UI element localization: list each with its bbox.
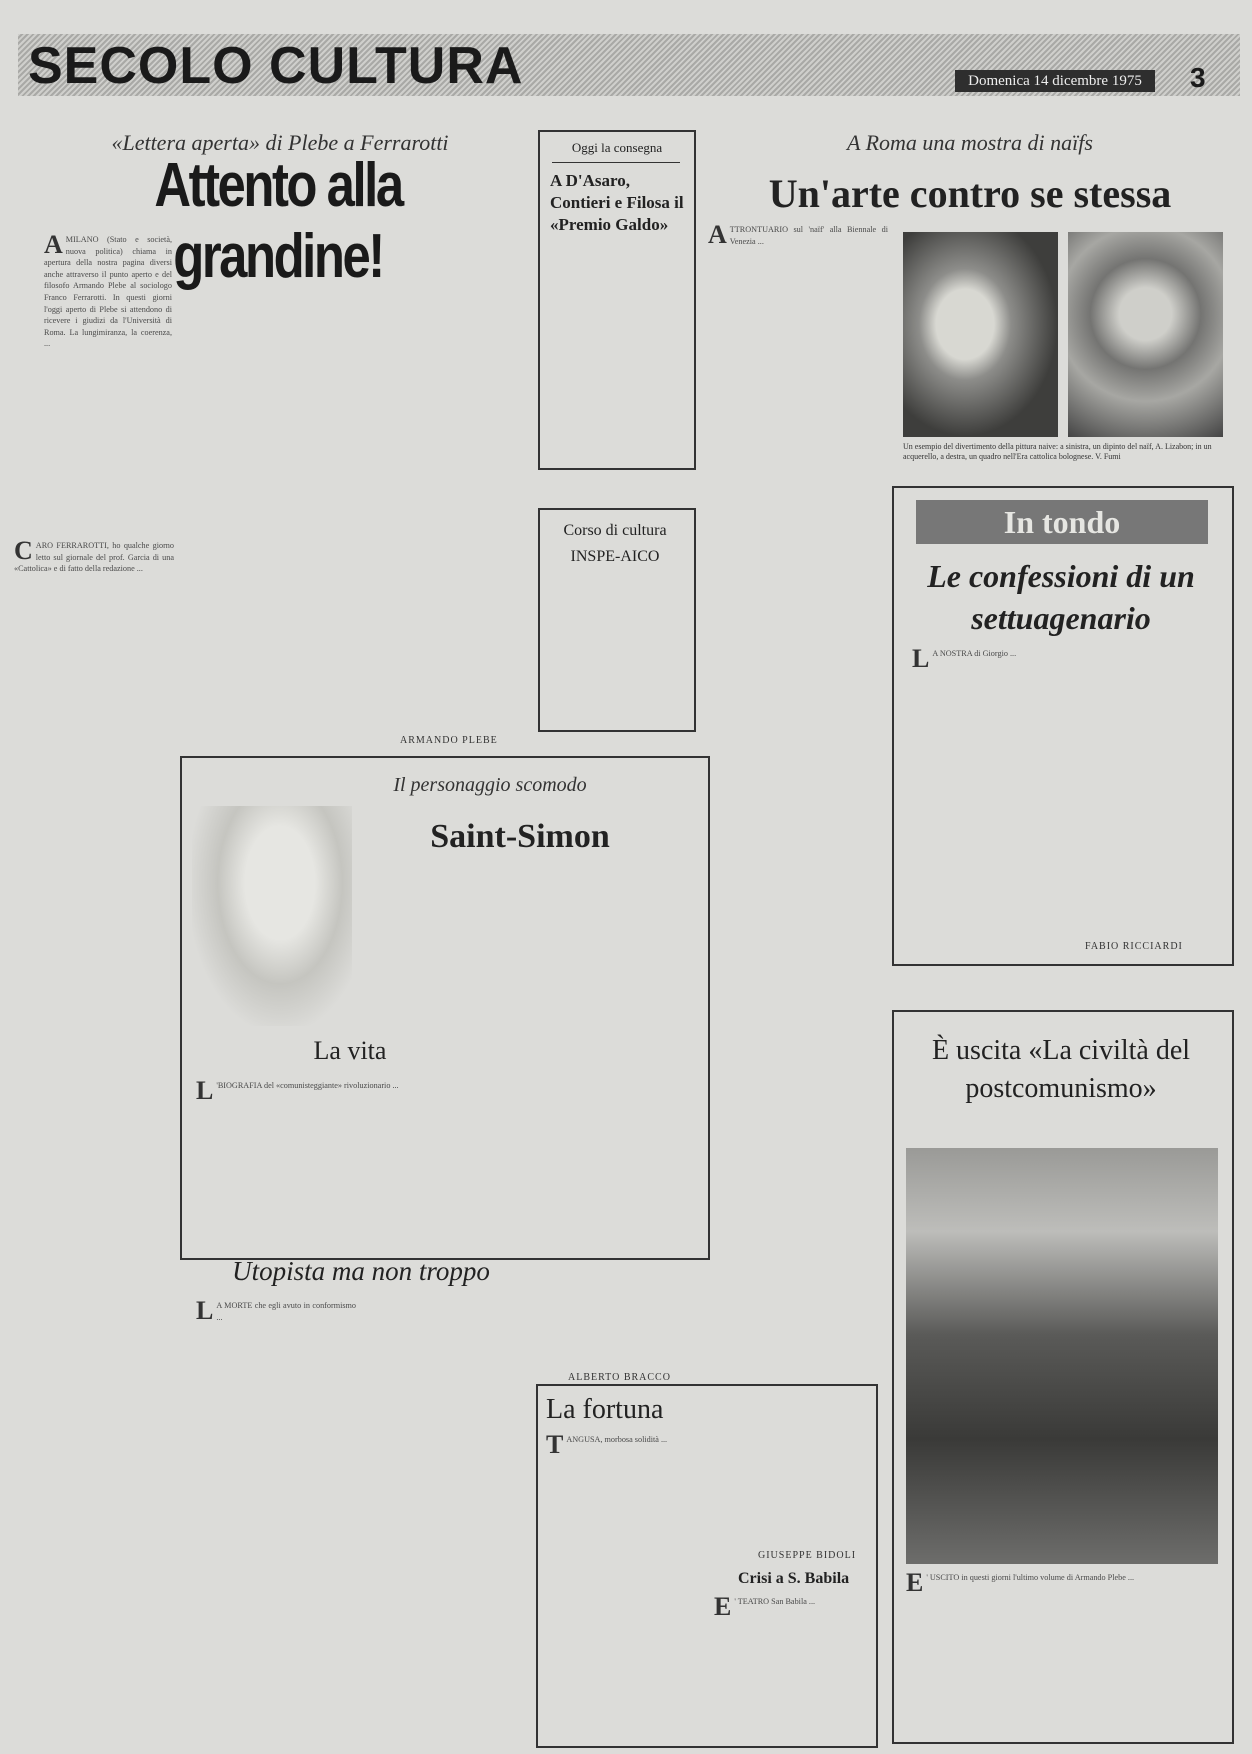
naifs-headline: Un'arte contro se stessa (768, 171, 1172, 216)
naifs-kicker: A Roma una mostra di naïfs (847, 130, 1093, 155)
fortuna-signature: GIUSEPPE BIDOLI (758, 1550, 857, 1561)
fortuna-headline: La fortuna (546, 1394, 664, 1425)
saint-simon-headline: Saint-Simon (430, 818, 610, 855)
masthead-date: Domenica 14 dicembre 1975 (955, 70, 1155, 92)
in-tondo-text: L A NOSTRA di Giorgio ... (912, 648, 1017, 673)
corso-text (550, 580, 684, 720)
masthead-title: SECOLO CULTURA (28, 37, 524, 95)
naif-painting-left (903, 232, 1058, 437)
saint-simon-kicker: Il personaggio scomodo (393, 774, 587, 796)
saint-simon-sub2: Utopista ma non troppo (232, 1256, 490, 1286)
saint-simon-vita-left: L 'BIOGRAFIA del «comunisteggiante» rivoluzionario ... (196, 1080, 399, 1105)
left-headline: Attento alla grandine! (154, 151, 402, 291)
fortuna-col-2 (714, 1394, 868, 1544)
left-signature: ARMANDO PLEBE (400, 735, 498, 746)
saint-simon-sub1: La vita (313, 1036, 387, 1065)
saint-simon-intro (368, 868, 692, 1008)
left-article-col-1b: CARO FERRAROTTI, ho qualche giorno letto sul giornale del prof. Garcia di una «Cattolica» e di fatto della redazione ... (14, 540, 174, 574)
fortuna-col-1: TANGUSA, morbosa solidità ... (546, 1434, 668, 1459)
in-tondo-signature: FABIO RICCIARDI (1085, 941, 1183, 952)
uscita-headline: È uscita «La civiltà del postcomunismo» (931, 1035, 1191, 1104)
in-tondo-headline: Le confessioni di un settuagenario (927, 558, 1195, 636)
galdos-label: Oggi la consegna (571, 140, 663, 155)
left-article-col-2 (188, 234, 348, 734)
left-article-col-1: AMILANO (Stato e società, nuova politica) chiama in apertura della nostra pagina diversi anche attraverso il punto aperto e del filosofo Armando Plebe al sociologo Franco Ferrarotti. In questi giorni l'oggi aperto di Plebe si attendono di ricevere i giudizi da l'Università di Roma. La lungimiranza, la coerenza, ... (44, 234, 172, 349)
page-number: 3 (1190, 62, 1206, 93)
naif-painting-right (1068, 232, 1223, 437)
galdos-rule (552, 162, 680, 163)
saint-simon-signature: ALBERTO BRACCO (568, 1372, 671, 1383)
saint-simon-portrait (192, 806, 352, 1026)
saint-simon-utopista-col-2 (366, 1300, 526, 1720)
saint-simon-vita-right (528, 1030, 694, 1250)
in-tondo-banner: In tondo (916, 500, 1208, 544)
naifs-text-col-1: ATTRONTUARIO sul 'naïf' alla Biennale di Venezia ... (708, 224, 888, 249)
saint-simon-utopista-col-1: L A MORTE che egli avuto in conformismo ... (196, 1300, 356, 1325)
fortuna-sub: Crisi a S. Babila (738, 1570, 850, 1587)
galdos-headline: A D'Asaro, Contieri e Filosa il «Premio Galdo» (550, 171, 684, 234)
left-kicker: «Lettera aperta» di Plebe a Ferrarotti (111, 130, 449, 155)
uscita-text: E ' USCITO in questi giorni l'ultimo volume di Armando Plebe ... (906, 1572, 1135, 1597)
fortuna-col-3: E ' TEATRO San Babila ... (714, 1596, 816, 1621)
left-article-col-3 (360, 234, 525, 724)
galdos-text (550, 242, 684, 456)
corso-title: Corso di cultura INSPE-AICO (563, 522, 667, 565)
uscita-photo (906, 1148, 1218, 1564)
naifs-caption: Un esempio del divertimento della pittura naive: a sinistra, un dipinto del naïf, A. Lizabon; in un acquerello, a destra, un quadro nell'Era cattolica bolognese. V. Fumi (903, 442, 1212, 461)
saint-simon-utopista-col-3 (536, 1256, 696, 1366)
